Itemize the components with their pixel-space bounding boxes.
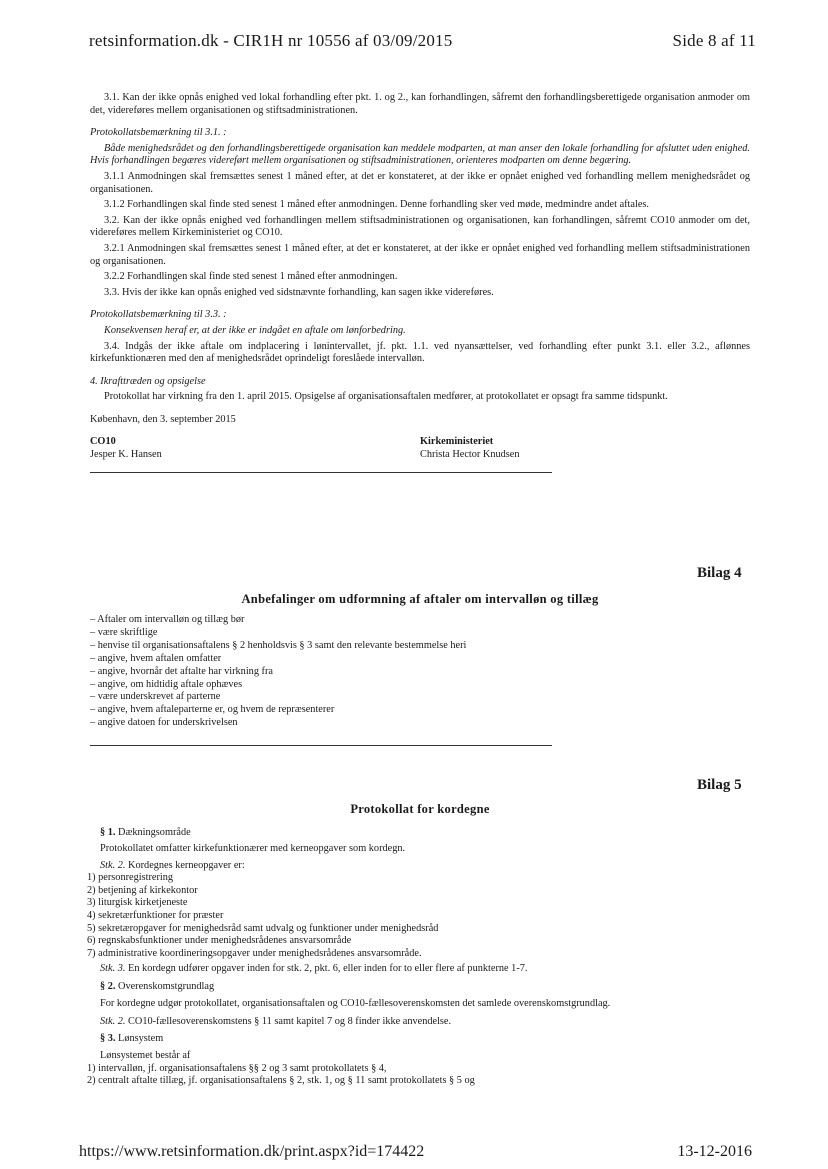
paragraph-3-2-2: 3.2.2 Forhandlingen skal finde sted senest 1 måned efter anmodningen. [104, 271, 398, 283]
section-1-heading [90, 826, 750, 839]
list-item: – være underskrevet af parterne [90, 691, 221, 703]
paragraph-3-4: 3.4. Indgås der ikke aftale om indplacering i lønintervallet, jf. pkt. 1.1. ved nyansættelser, ved forhandling efter punkt 3.1. eller 3.2., aflønnes kirkefunktionæren med den af menighedsrådet oprindeligt foreslåede intervalløn. [90, 340, 750, 365]
bilag-4-title: Anbefalinger om udformning af aftaler om intervalløn og tillæg [241, 592, 599, 606]
bilag-4-list [90, 614, 466, 730]
footer-date: 13-12-2016 [677, 1143, 752, 1160]
paragraph-3-2-1: 3.2.1 Anmodningen skal fremsættes senest 1 måned efter, at det er konstateret, at der ikke er opnået enighed ved forhandling mellem stiftsadministrationen og organisationen. [90, 242, 750, 267]
list-item: – angive, om hidtidig aftale ophæves [90, 678, 243, 690]
stk-2-label: Stk. 2. [100, 859, 126, 871]
list-item: – angive, hvem aftaleparterne er, og hvem de repræsenterer [90, 704, 335, 716]
remark-title-3-3: Protokollatsbemærkning til 3.3. : [90, 309, 227, 321]
section-3-heading [90, 1032, 750, 1045]
list-item: – henvise til organisationsaftalens § 2 henholdsvis § 3 samt den relevante bestemmelse heri [90, 639, 467, 651]
paragraph-3-2: 3.2. Kan der ikke opnås enighed ved forhandlingen mellem stiftsadministrationen og organisationen, kan forhandlingen, såfremt CO10 anmoder om det, videreføres mellem Kirkeministeriet og CO10. [90, 214, 750, 239]
bilag-5-body [87, 826, 750, 1088]
list-item: – angive, hvem aftalen omfatter [90, 652, 222, 664]
signature-right [420, 436, 750, 461]
stk-3-label: Stk. 3. [100, 963, 126, 975]
section-1-number: § 1. [100, 827, 116, 838]
kerneopgaver-list [87, 872, 750, 960]
remark-title-3-1: Protokollatsbemærkning til 3.1. : [90, 127, 227, 139]
document-body [90, 92, 750, 473]
list-item: 2) betjening af kirkekontor [87, 884, 198, 896]
section-1-title: Dækningsområde [118, 827, 191, 838]
section-1-stk-3 [90, 962, 750, 975]
paragraph-3-1-2: 3.1.2 Forhandlingen skal finde sted senest 1 måned efter anmodningen. Denne forhandling sker ved møde, medmindre andet aftales. [104, 199, 650, 211]
divider-line [90, 472, 552, 473]
stk-2-text: Kordegnes kerneopgaver er: [128, 859, 245, 871]
section-2-number: § 2. [100, 980, 116, 992]
paragraph-3-3: 3.3. Hvis der ikke kan opnås enighed ved sidstnævnte forhandling, kan sagen ikke videreføres. [104, 286, 494, 298]
bilag-5-label: Bilag 5 [697, 777, 742, 793]
section-2-title: Overenskomstgrundlag [118, 980, 215, 992]
list-item: 5) sekretæropgaver for menighedsråd samt udvalg og funktioner under menighedsråd [87, 922, 439, 934]
list-item: 7) administrative koordineringsopgaver under menighedsrådenes ansvarsområde. [87, 947, 422, 959]
section-4-text: Protokollat har virkning fra den 1. april 2015. Opsigelse af organisationsaftalen medfører, at protokollatet er opsagt fra samme tidspunkt. [104, 391, 668, 403]
section-2-text: For kordegne udgør protokollatet, organisationsaftalen og CO10-fællesoverenskomsten det samlede overenskomstgrundlag. [100, 998, 611, 1010]
list-item: – angive datoen for underskrivelsen [90, 717, 238, 729]
signature-right-org: Kirkeministeriet [420, 436, 494, 448]
remark-text-3-3: Konsekvensen heraf er, at der ikke er indgået en aftale om lønforbedring. [104, 324, 406, 336]
divider-line [90, 745, 552, 746]
section-2-stk-2-text: CO10-fællesoverenskomstens § 11 samt kapitel 7 og 8 finder ikke anvendelse. [128, 1015, 452, 1027]
section-1-text: Protokollatet omfatter kirkefunktionærer med kerneopgaver som kordegn. [100, 843, 406, 855]
list-item: 1) personregistrering [87, 872, 174, 884]
signatures [90, 436, 750, 461]
footer-url: https://www.retsinformation.dk/print.aspx?id=174422 [79, 1143, 425, 1160]
list-item: 2) centralt aftalte tillæg, jf. organisationsaftalens § 2, stk. 1, og § 11 samt protokollatets § 5 og [87, 1075, 475, 1087]
place-date: København, den 3. september 2015 [90, 413, 236, 425]
list-item: – Aftaler om intervalløn og tillæg bør [90, 614, 245, 625]
section-3-number: § 3. [100, 1033, 116, 1044]
section-2-stk-2 [90, 1015, 750, 1028]
list-item: 6) regnskabsfunktioner under menighedsrådenes ansvarsområde [87, 935, 352, 947]
list-item: 1) intervalløn, jf. organisationsaftalens §§ 2 og 3 samt protokollatets § 4, [87, 1062, 387, 1074]
bilag-5-title: Protokollat for kordegne [350, 802, 490, 816]
signature-left [90, 436, 420, 461]
section-3-text: Lønsystemet består af [100, 1050, 191, 1062]
signature-right-name: Christa Hector Knudsen [420, 449, 520, 461]
paragraph-3-1-1: 3.1.1 Anmodningen skal fremsættes senest 1 måned efter, at det er konstateret, at der ikke er opnået enighed ved forhandling mellem menighedsrådet og organisationen. [90, 170, 750, 195]
list-item: – være skriftlige [90, 626, 158, 638]
signature-left-name: Jesper K. Hansen [90, 449, 162, 461]
page-header-title: retsinformation.dk - CIR1H nr 10556 af 03/09/2015 [89, 31, 453, 50]
page-number: Side 8 af 11 [672, 31, 756, 50]
paragraph-3-1: 3.1. Kan der ikke opnås enighed ved lokal forhandling efter pkt. 1. og 2., kan forhandlingen, såfremt den forhandlingsberettigede organisation anmoder om det, videreføres mellem organisationen og stiftsadministrationen. [90, 92, 750, 116]
section-3-title: Lønsystem [118, 1033, 164, 1044]
signature-left-org: CO10 [90, 436, 116, 448]
section-4-title: 4. Ikrafttræden og opsigelse [90, 375, 206, 387]
stk-3-text: En kordegn udfører opgaver inden for stk. 2, pkt. 6, eller inden for to eller flere af punkterne 1-7. [128, 963, 528, 975]
list-item: – angive, hvornår det aftalte har virkning fra [90, 665, 273, 677]
lonsystem-list [87, 1063, 750, 1088]
list-item: 4) sekretærfunktioner for præster [87, 910, 224, 921]
section-2-stk-2-label: Stk. 2. [100, 1015, 126, 1027]
section-2-heading [90, 980, 750, 993]
list-item: 3) liturgisk kirketjeneste [87, 897, 188, 909]
remark-text-3-1: Både menighedsrådet og den forhandlingsberettigede organisation kan meddele modparten, at man anser den lokale forhandling for afsluttet uden enighed. Hvis forhandlingen begæres videreført mellem organisationen og stiftsadministrationen, orienteres modparten om denne begæring. [90, 142, 750, 167]
bilag-4-label: Bilag 4 [697, 565, 742, 581]
section-1-stk-2 [90, 859, 750, 872]
